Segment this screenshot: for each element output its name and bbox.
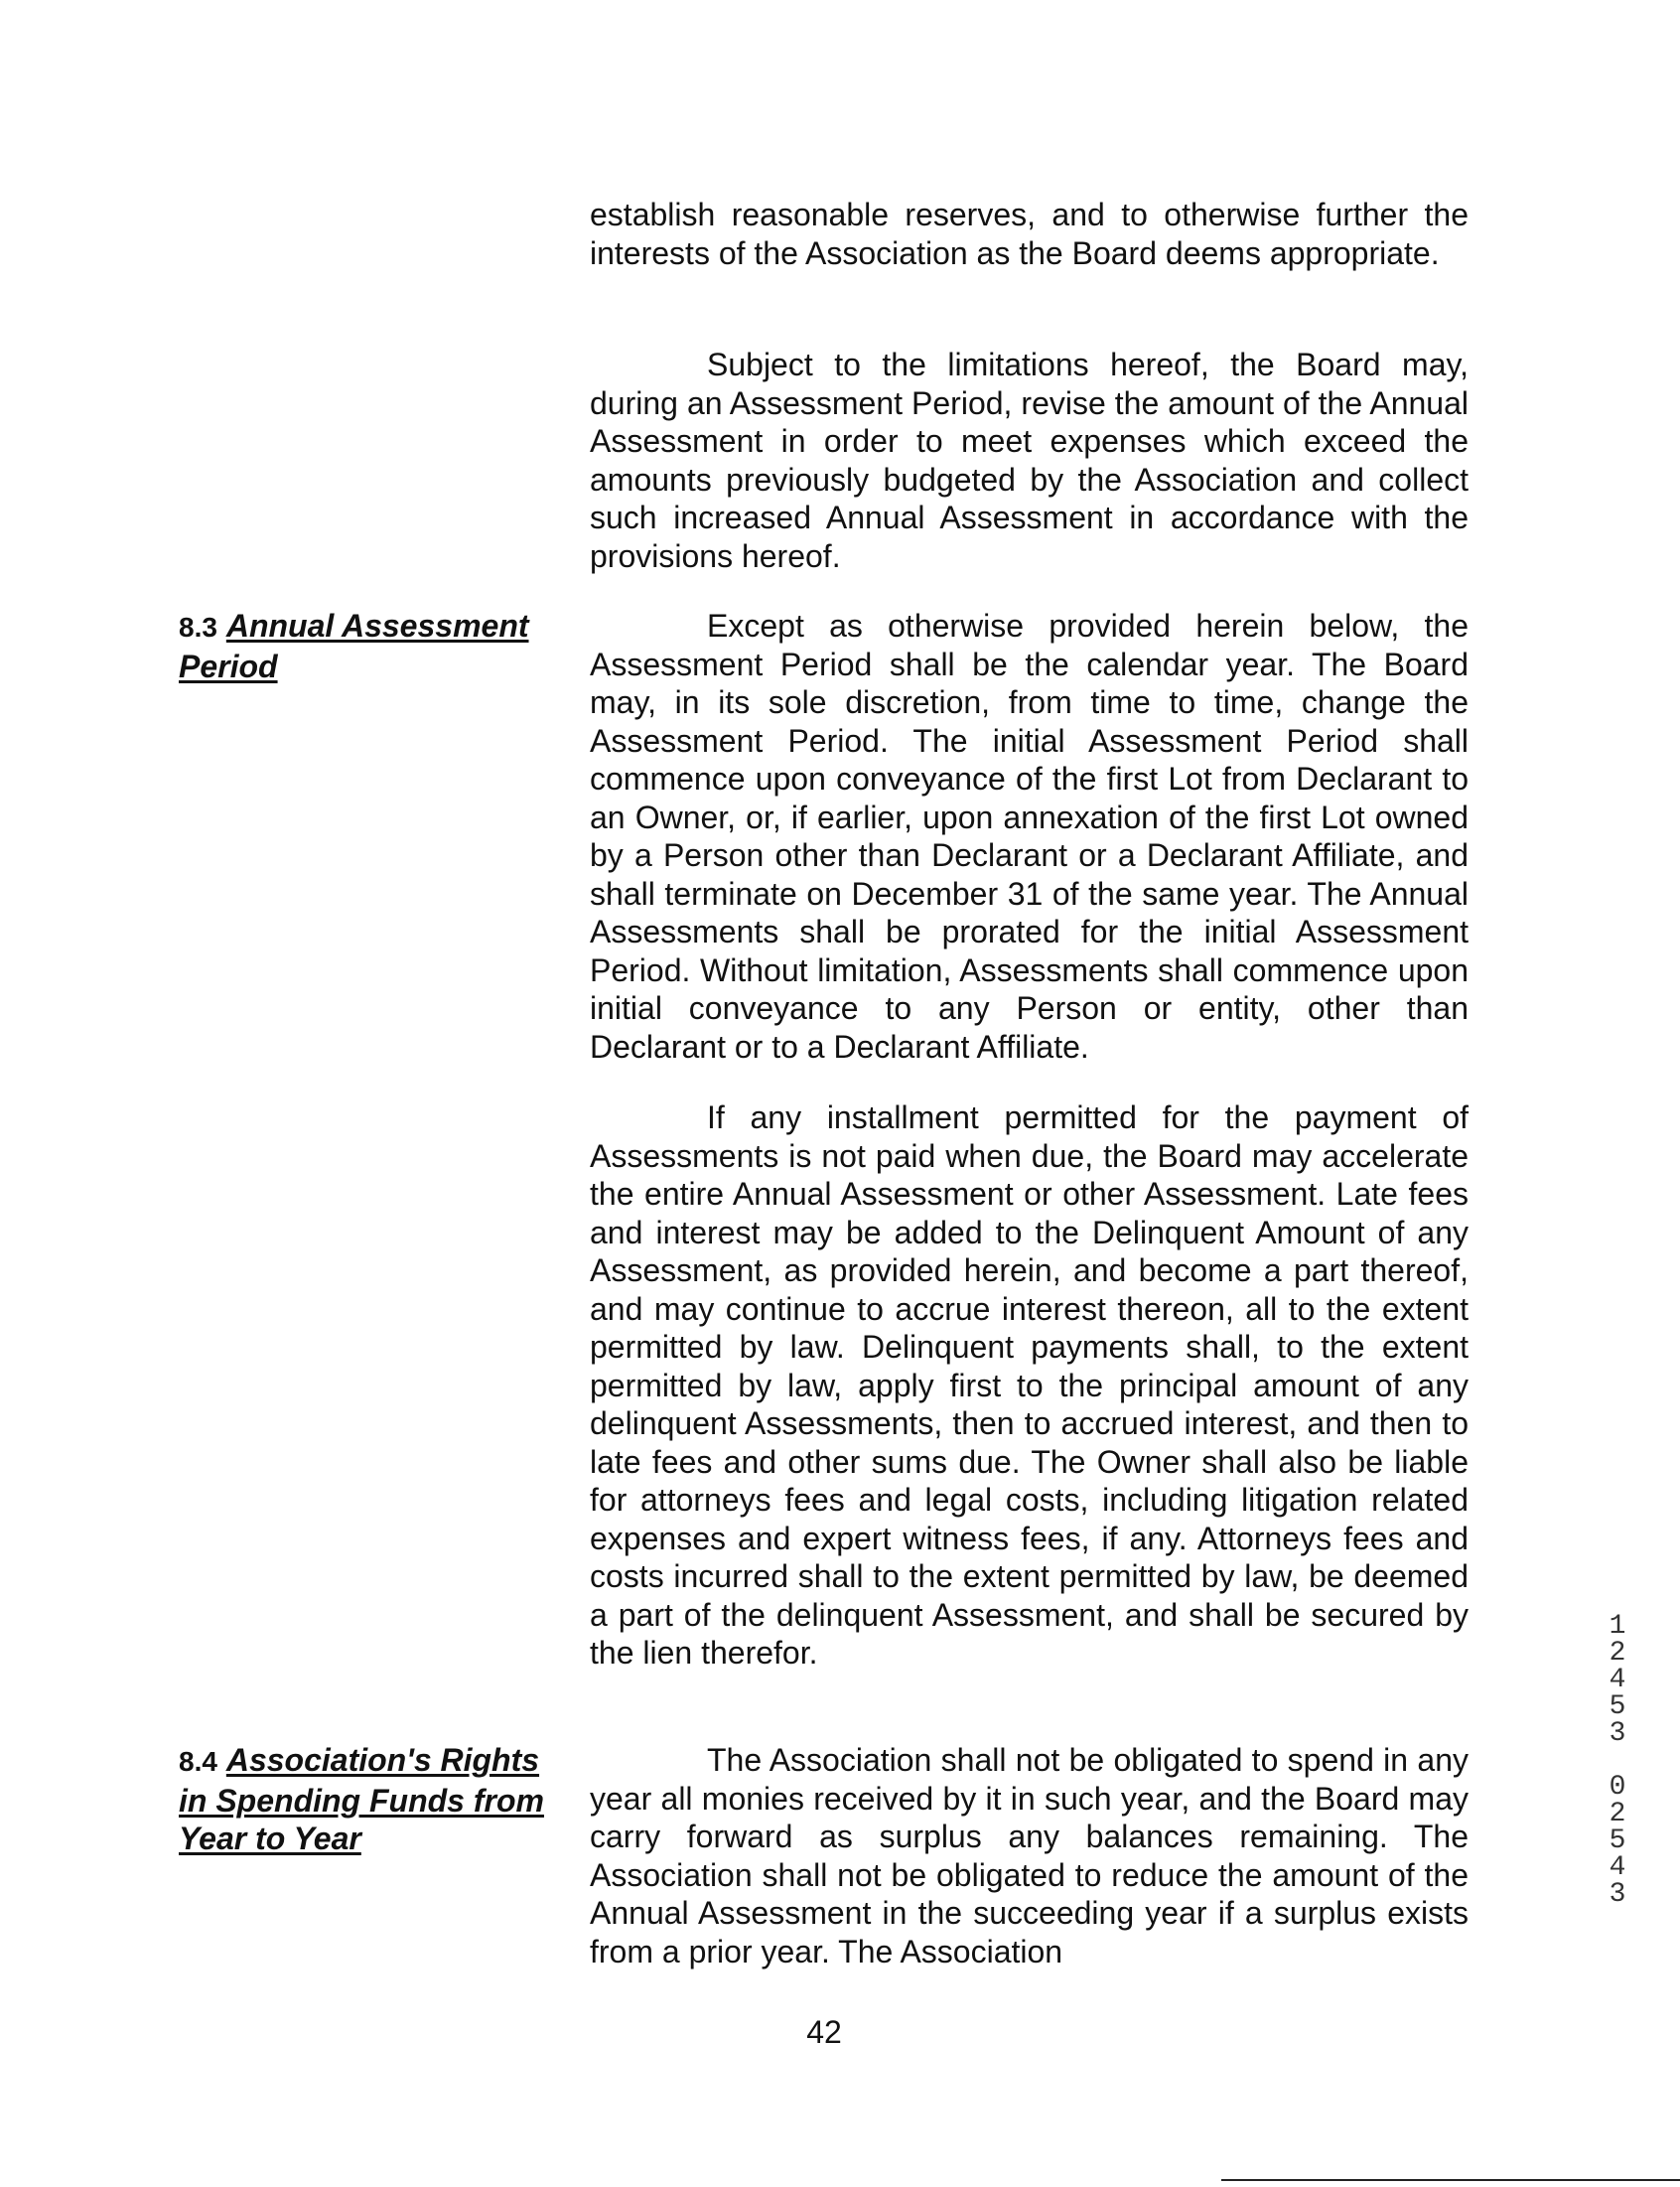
paragraph-text: establish reasonable reserves, and to otherwise further the interests of the Association as the Board deems appropriate. (590, 197, 1469, 271)
section-title: Association's Rights in Spending Funds from Year to Year (179, 1742, 544, 1856)
stamp-char (1606, 1747, 1629, 1774)
stamp-char: 3 (1609, 1718, 1626, 1749)
stamp-char: 3 (1609, 1879, 1626, 1910)
stamp-char: 2 (1609, 1638, 1626, 1669)
stamp-char: 5 (1609, 1691, 1626, 1722)
paragraph-text: Subject to the limitations hereof, the Board may, during an Assessment Period, revise the amount of the Annual Assessment in order to meet expenses which exceed the amounts previously budgeted by the Association and collect such increased Annual Assessment in accordance with the provisions hereof. (590, 347, 1469, 574)
section-title: Annual Assessment Period (179, 608, 529, 684)
section-heading-8-4 (179, 1741, 571, 1858)
section-number: 8.4 (179, 1746, 217, 1777)
stamp-char: 4 (1609, 1665, 1626, 1695)
stamp-char: 2 (1609, 1799, 1626, 1829)
stamp-char: 4 (1609, 1852, 1626, 1883)
recording-stamp (1606, 1613, 1629, 1908)
stamp-char: 5 (1609, 1825, 1626, 1856)
body-paragraph-assessment-period (590, 607, 1469, 1066)
page-number: 42 (806, 2014, 842, 2050)
section-heading-8-3 (179, 607, 571, 685)
paragraph-text: Except as otherwise provided herein below, the Assessment Period shall be the calendar year. The Board may, in its sole discretion, from time to time, change the Assessment Period. The initial Assessment Period shall commence upon conveyance of the first Lot from Declarant to an Owner, or, if earlier, upon annexation of the first Lot owned by a Person other than Declarant or a Declarant Affiliate, and shall terminate on December 31 of the same year. The Annual Assessments shall be prorated for the initial Assessment Period. Without limitation, Assessments shall commence upon initial conveyance to any Person or entity, other than Declarant or to a Declarant Affiliate. (590, 608, 1469, 1065)
body-paragraph-continuation (590, 196, 1469, 272)
paragraph-text: If any installment permitted for the payment of Assessments is not paid when due, the Board may accelerate the entire Annual Assessment or other Assessment. Late fees and interest may be added to the Delinquent Amount of any Assessment, as provided herein, and become a part thereof, and may continue to accrue interest thereon, all to the extent permitted by law. Delinquent payments shall, to the extent permitted by law, apply first to the principal amount of any delinquent Assessments, then to accrued interest, and then to late fees and other sums due. The Owner shall also be liable for attorneys fees and legal costs, including litigation related expenses and expert witness fees, if any. Attorneys fees and costs incurred shall to the extent permitted by law, be deemed a part of the delinquent Assessment, and shall be secured by the lien therefor. (590, 1099, 1469, 1671)
body-paragraph-revise-assessment (590, 346, 1469, 575)
stamp-char: 0 (1609, 1772, 1626, 1803)
body-paragraph-spending-funds (590, 1741, 1469, 1970)
page-bottom-rule (1221, 2179, 1680, 2181)
body-paragraph-installment (590, 1098, 1469, 1673)
stamp-char: 1 (1609, 1611, 1626, 1642)
section-number: 8.3 (179, 612, 217, 643)
paragraph-text: The Association shall not be obligated to spend in any year all monies received by it in such year, and the Board may carry forward as surplus any balances remaining. The Association shall not be obligated to reduce the amount of the Annual Assessment in the succeeding year if a surplus exists from a prior year. The Association (590, 1742, 1469, 1969)
